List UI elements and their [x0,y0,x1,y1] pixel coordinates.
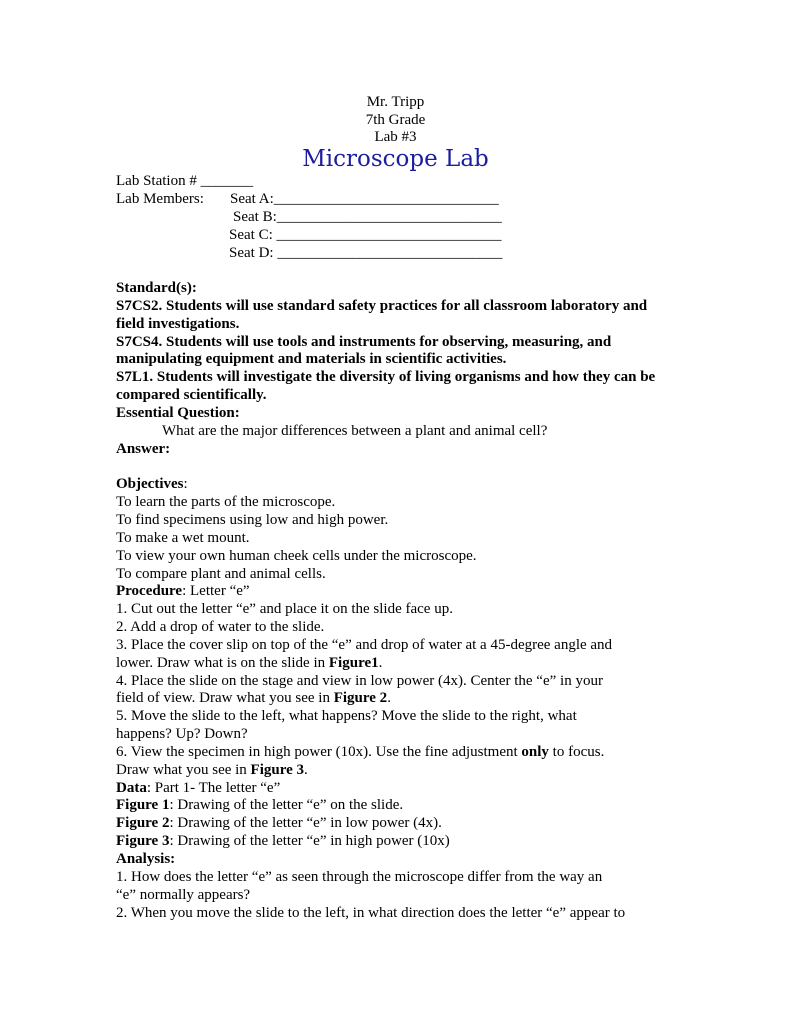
lab-number: Lab #3 [374,129,417,146]
procedure-step: 5. Move the slide to the left, what happens? Move the slide to the right, what [116,708,577,725]
members-label: Lab Members: [116,191,204,207]
seat-d-label: Seat D: [229,245,274,261]
data-heading: Data [116,779,147,796]
standard-line: S7CS2. Students will use standard safety practices for all classroom laboratory and [116,297,648,314]
essential-question-heading: Essential Question: [116,404,240,421]
seat-b-label: Seat B: [233,209,277,225]
document-header [0,94,791,147]
figure-label: Figure 1 [116,797,170,814]
procedure-step [116,744,676,762]
figure-text: : Drawing of the letter “e” in low power (4x). [169,815,442,832]
standard-line: S7CS4. Students will use tools and instruments for observing, measuring, and [116,333,612,350]
step-text: . [387,690,391,707]
procedure-step [116,690,676,708]
teacher-name: Mr. Tripp [366,94,425,110]
seat-b-blank[interactable]: ______________________________ [276,209,502,225]
step-text: Draw what you see in [116,761,251,778]
seat-d-blank[interactable]: ______________________________ [277,245,503,261]
step-text: . [378,654,383,671]
emphasis: only [521,743,549,760]
objective-item: To view your own human cheek cells under the microscope. [116,547,477,564]
figure-ref: Figure 2 [333,690,388,707]
figure-caption [116,815,676,833]
procedure-step: 1. Cut out the letter “e” and place it on the slide face up. [116,601,453,618]
objective-item: To learn the parts of the microscope. [116,494,336,511]
data-subtitle: : Part 1- The letter “e” [146,779,281,796]
essential-question: What are the major differences between a plant and animal cell? [162,422,548,439]
grade: 7th Grade [365,111,426,128]
standard-line: compared scientifically. [116,387,267,404]
figure-ref: Figure 3 [250,761,305,778]
figure-text: : Drawing of the letter “e” in high power (10x) [169,833,450,850]
figure-text: : Drawing of the letter “e” on the slide. [169,797,404,814]
seat-c-blank[interactable]: ______________________________ [276,227,502,243]
procedure-step: 2. Add a drop of water to the slide. [116,619,325,636]
procedure-heading: Procedure [116,583,183,600]
standard-line: manipulating equipment and materials in scientific activities. [116,351,507,368]
step-text: lower. Draw what is on the slide in [116,654,329,671]
objective-item: To find specimens using low and high power. [116,511,389,528]
figure-caption [116,797,676,815]
procedure-subtitle: : Letter “e” [182,583,250,600]
analysis-question: “e” normally appears? [116,886,251,903]
procedure-step: happens? Up? Down? [116,726,248,743]
seat-a-blank[interactable]: ______________________________ [273,191,499,207]
standard-line: field investigations. [116,315,240,332]
standards-heading: Standard(s): [116,280,197,296]
page-title: Microscope Lab [302,146,489,172]
station-blank[interactable]: _______ [200,173,254,189]
procedure-step: 4. Place the slide on the stage and view in low power (4x). Center the “e” in your [116,672,603,689]
step-text: to focus. [548,743,605,760]
answer-label: Answer: [116,440,171,457]
procedure-step: 3. Place the cover slip on top of the “e” and drop of water at a 45-degree angle and [116,636,613,653]
figure-label: Figure 2 [116,815,170,832]
procedure-step [116,762,676,780]
standard-line: S7L1. Students will investigate the diversity of living organisms and how they can be [116,369,656,386]
seat-c-label: Seat C: [229,227,273,243]
analysis-question: 1. How does the letter “e” as seen through the microscope differ from the way an [116,868,603,885]
standards-section [116,280,676,922]
step-text: . [304,761,308,778]
lab-info [116,173,676,263]
procedure-step [116,655,676,673]
figure-label: Figure 3 [116,833,170,850]
objectives-colon: : [183,476,188,493]
objective-item: To compare plant and animal cells. [116,565,326,582]
step-text: 6. View the specimen in high power (10x). Use the fine adjustment [116,743,522,760]
objectives-heading: Objectives [116,476,184,493]
step-text: field of view. Draw what you see in [116,690,334,707]
objective-item: To make a wet mount. [116,529,250,546]
figure-caption [116,833,676,851]
figure-ref: Figure1 [328,654,379,671]
station-label: Lab Station # [116,173,197,189]
analysis-question: 2. When you move the slide to the left, in what direction does the letter “e” appear to [116,904,626,921]
seat-a-label: Seat A: [230,191,274,207]
analysis-heading: Analysis: [116,851,176,867]
